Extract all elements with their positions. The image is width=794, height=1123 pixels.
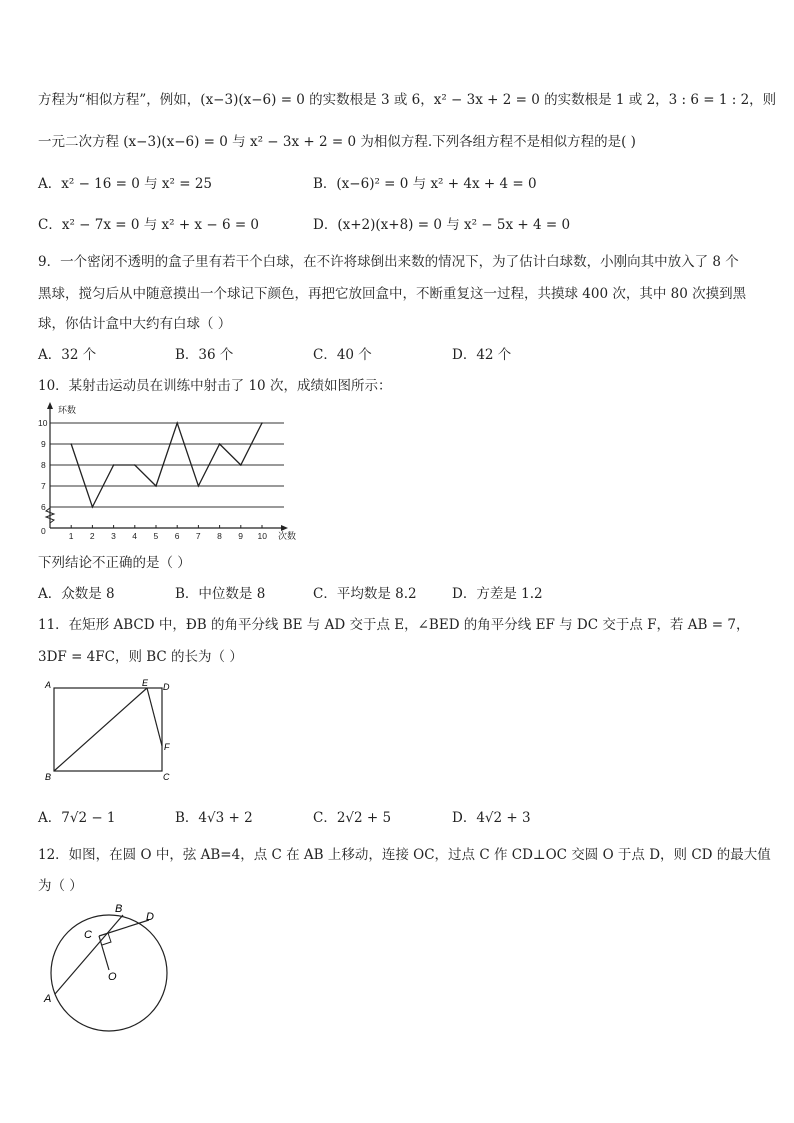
q9-option-d: D．42 个 [452, 347, 512, 363]
q8-option-b: B．(x−6)² = 0 与 x² + 4x + 4 = 0 [313, 176, 537, 192]
chart-axes [46, 402, 288, 531]
data-point-3 [113, 464, 115, 466]
q9-option-b: B．36 个 [175, 347, 234, 363]
label-f: F [164, 742, 170, 752]
x-tick-label-1: 1 [68, 531, 74, 541]
q9-option-a: A．32 个 [38, 347, 97, 363]
q11-line2: 3DF = 4FC，则 BC 的长为（ ） [38, 649, 243, 665]
q8-option-a: A．x² − 16 = 0 与 x² = 25 [38, 176, 213, 192]
y-tick-label-10: 10 [38, 418, 48, 428]
x-tick-label-10: 10 [257, 531, 267, 541]
label-d: D [163, 682, 170, 692]
y-tick-label-9: 9 [41, 439, 46, 449]
q11-line1: 11．在矩形 ABCD 中，ÐB 的角平分线 BE 与 AD 交于点 E，∠BED 的角平分线 EF 与 DC 交于点 F，若 AB = 7， [38, 617, 750, 633]
x-tick-label-3: 3 [111, 531, 116, 541]
q12-line2: 为（ ） [38, 878, 83, 894]
q12-line1: 12．如图，在圆 O 中，弦 AB=4，点 C 在 AB 上移动，连接 OC，过点 C 作 CD⊥OC 交圆 O 于点 D，则 CD 的最大值 [38, 847, 771, 863]
label-d: D [146, 911, 154, 923]
data-point-7 [198, 485, 200, 487]
x-tick-label-2: 2 [89, 531, 95, 541]
q10-option-d: D．方差是 1.2 [452, 586, 543, 602]
segment-cd [99, 920, 149, 936]
q11-option-b: B．4√3 + 2 [175, 810, 253, 826]
q9-line2: 黑球，搅匀后从中随意摸出一个球记下颜色，再把它放回盒中，不断重复这一过程，共摸球 400 次，其中 80 次摸到黑 [38, 286, 747, 302]
x-tick-label-4: 4 [132, 531, 138, 541]
y-tick-label-7: 7 [41, 481, 46, 491]
x-tick-label-9: 9 [238, 531, 244, 541]
segment-ef [147, 688, 162, 746]
data-point-1 [70, 443, 72, 445]
y-tick-label-6: 6 [41, 502, 46, 512]
q9-line3: 球，你估计盒中大约有白球（ ） [38, 316, 232, 332]
q8-line1: 方程为“相似方程”，例如，(x−3)(x−6) = 0 的实数根是 3 或 6，x² − 3x + 2 = 0 的实数根是 1 或 2，3 : 6 = 1 : 2，则 [38, 92, 777, 108]
label-c: C [84, 929, 92, 941]
y-tick-label-0: 0 [41, 526, 46, 536]
x-tick-label-8: 8 [217, 531, 222, 541]
segment-oc [99, 936, 109, 970]
data-point-6 [176, 422, 178, 424]
y-axis-label: 环数 [58, 405, 77, 415]
segment-be [54, 688, 147, 771]
q9-line1: 9．一个密闭不透明的盒子里有若干个白球，在不许将球倒出来数的情况下，为了估计白球数，小刚向其中放入了 8 个 [38, 254, 739, 270]
q10-line1: 10．某射击运动员在训练中射击了 10 次，成绩如图所示： [38, 378, 392, 394]
q10-option-a: A．众数是 8 [38, 586, 115, 602]
data-point-8 [219, 443, 221, 445]
data-point-2 [92, 506, 94, 508]
data-point-10 [261, 422, 263, 424]
data-point-4 [134, 464, 136, 466]
chart-grid [50, 423, 284, 507]
q10-question: 下列结论不正确的是（ ） [38, 555, 191, 571]
q10-option-b: B．中位数是 8 [175, 586, 266, 602]
rectangle-abcd [54, 688, 162, 771]
x-tick-label-5: 5 [153, 531, 159, 541]
q9-option-c: C．40 个 [313, 347, 372, 363]
q8-option-d: D．(x+2)(x+8) = 0 与 x² − 5x + 4 = 0 [313, 217, 571, 233]
data-point-9 [240, 464, 242, 466]
label-b: B [115, 903, 123, 915]
q10-option-c: C．平均数是 8.2 [313, 586, 417, 602]
q11-option-a: A．7√2 − 1 [38, 810, 116, 826]
label-e: E [142, 678, 149, 688]
circle-figure [36, 898, 176, 1040]
q11-option-d: D．4√2 + 3 [452, 810, 531, 826]
rectangle-figure [42, 678, 182, 784]
y-tick-label-8: 8 [41, 460, 46, 470]
data-point-5 [155, 485, 157, 487]
y-axis-arrow [47, 402, 53, 409]
x-tick-label-6: 6 [174, 531, 180, 541]
q8-line2: 一元二次方程 (x−3)(x−6) = 0 与 x² − 3x + 2 = 0 为相似方程.下列各组方程不是相似方程的是( ) [38, 134, 636, 150]
label-b: B [45, 772, 52, 782]
label-o: O [108, 971, 117, 983]
label-a: A [45, 680, 52, 690]
q11-option-c: C．2√2 + 5 [313, 810, 392, 826]
label-a: A [44, 993, 52, 1005]
x-tick-label-7: 7 [195, 531, 201, 541]
x-axis-label: 次数 [278, 531, 297, 541]
shooting-scores-chart [36, 400, 306, 545]
label-c: C [163, 772, 170, 782]
q8-option-c: C．x² − 7x = 0 与 x² + x − 6 = 0 [38, 217, 260, 233]
